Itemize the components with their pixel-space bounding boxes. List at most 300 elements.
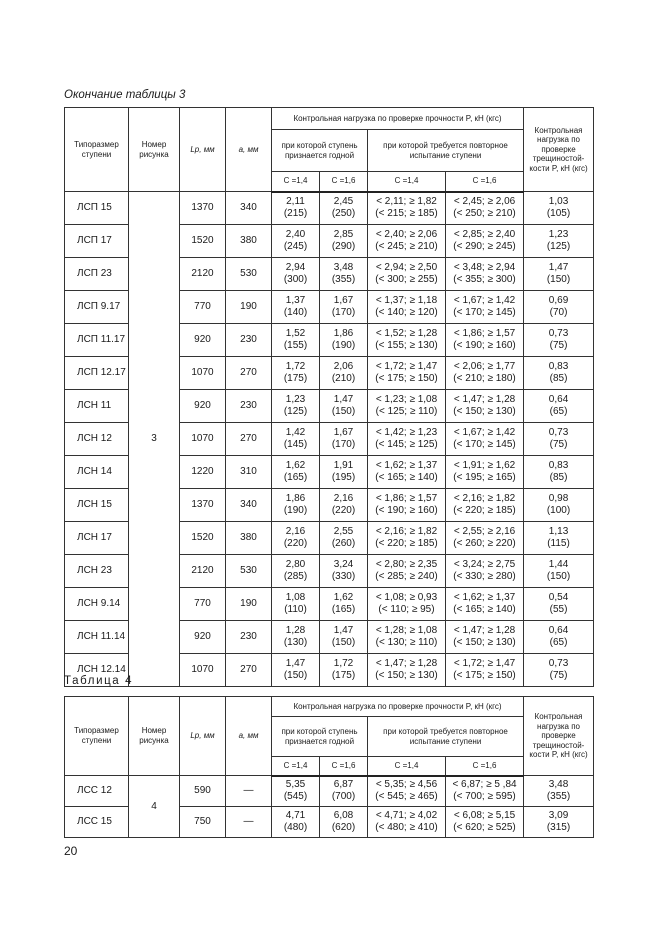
cell-retest-c14-kn: < 1,86; ≥ 1,57 [375, 493, 438, 504]
cell-type: ЛСП 9.17 [65, 291, 129, 324]
cell-retest-c16-kn: < 6,87; ≥ 5 ,84 [452, 779, 517, 791]
cell-a: 190 [226, 291, 272, 324]
cell-a: 310 [226, 456, 272, 489]
cell-passed-c14 [272, 258, 320, 291]
cell-passed-c16-kgf: (170) [331, 307, 356, 318]
cell-retest-c14-kgf: (< 480; ≥ 410) [375, 822, 438, 833]
cell-a: 230 [226, 390, 272, 423]
cell-retest-c16-kgf: (< 190; ≥ 160) [453, 340, 516, 351]
cell-passed-c16-kn: 1,67 [333, 295, 354, 306]
cell-retest-c14 [368, 555, 446, 588]
header-c14: C =1,4 [272, 172, 320, 192]
cell-passed-c16-kgf: (220) [331, 505, 356, 516]
cell-lp: 1520 [180, 225, 226, 258]
cell-passed-c14 [272, 324, 320, 357]
cell-passed-c14-kgf: (140) [283, 307, 308, 318]
cell-retest-c16-kn: < 2,55; ≥ 2,16 [453, 526, 516, 537]
cell-retest-c14 [368, 192, 446, 225]
cell-passed-c14 [272, 621, 320, 654]
cell-passed-c14-kn: 2,94 [285, 262, 306, 273]
t4-header-lp: Lp, мм [180, 697, 226, 776]
cell-retest-c16 [446, 489, 524, 522]
cell-retest-c16 [446, 555, 524, 588]
cell-passed-c16 [320, 588, 368, 621]
header-c16: C =1,6 [320, 172, 368, 192]
cell-crack-kgf: (70) [549, 307, 568, 318]
cell-retest-c16 [446, 621, 524, 654]
cell-passed-c16-kgf: (260) [331, 538, 356, 549]
cell-retest-c14 [368, 654, 446, 687]
cell-crack-kgf: (55) [549, 604, 568, 615]
cell-passed-c16-kgf: (330) [331, 571, 356, 582]
cell-retest-c14 [368, 489, 446, 522]
cell-passed-c14-kn: 1,42 [285, 427, 306, 438]
cell-retest-c14-kn: < 1,47; ≥ 1,28 [375, 658, 438, 669]
cell-crack-kgf: (65) [549, 406, 568, 417]
cell-passed-c16-kgf: (290) [331, 241, 356, 252]
cell-retest-c16 [446, 423, 524, 456]
cell-passed-c14-kgf: (285) [283, 571, 308, 582]
cell-passed-c14-kgf: (165) [283, 472, 308, 483]
cell-passed-c16-kgf: (620) [331, 822, 356, 833]
cell-crack-kn: 3,48 [548, 779, 569, 790]
cell-a: 530 [226, 258, 272, 291]
cell-passed-c16-kn: 2,06 [333, 361, 354, 372]
cell-retest-c14-kn: < 1,28; ≥ 1,08 [375, 625, 438, 636]
cell-passed-c16 [320, 621, 368, 654]
cell-passed-c14-kn: 1,52 [285, 328, 306, 339]
cell-lp: 1070 [180, 423, 226, 456]
cell-retest-c16-kgf: (< 170; ≥ 145) [453, 307, 516, 318]
cell-passed-c14-kgf: (215) [283, 208, 308, 220]
cell-type: ЛСН 11.14 [65, 621, 129, 654]
cell-retest-c16-kn: < 1,47; ≥ 1,28 [453, 394, 516, 405]
cell-retest-c14-kgf: (< 140; ≥ 120) [375, 307, 438, 318]
t4-header-passed: при которой ступень признается годной [272, 717, 368, 757]
cell-retest-c14-kgf: (< 145; ≥ 125) [375, 439, 438, 450]
cell-retest-c16 [446, 807, 524, 838]
cell-a: 270 [226, 423, 272, 456]
cell-passed-c14-kn: 2,16 [285, 526, 306, 537]
cell-crack [524, 654, 594, 687]
cell-crack-kgf: (150) [546, 571, 571, 582]
cell-figure: 4 [129, 776, 180, 838]
cell-type: ЛСС 15 [65, 807, 129, 838]
cell-a: 380 [226, 522, 272, 555]
cell-passed-c14-kgf: (175) [283, 373, 308, 384]
cell-retest-c14 [368, 357, 446, 390]
cell-crack [524, 291, 594, 324]
cell-passed-c14 [272, 225, 320, 258]
cell-crack-kgf: (105) [546, 208, 571, 219]
cell-passed-c16-kn: 2,45 [333, 196, 354, 208]
cell-passed-c16-kgf: (700) [331, 791, 356, 803]
cell-a: 530 [226, 555, 272, 588]
cell-retest-c14-kn: < 4,71; ≥ 4,02 [375, 810, 438, 821]
cell-passed-c14-kgf: (245) [283, 241, 308, 252]
cell-passed-c16-kn: 3,24 [333, 559, 354, 570]
cell-retest-c14-kgf: (< 175; ≥ 150) [375, 373, 438, 384]
cell-lp: 770 [180, 588, 226, 621]
cell-retest-c16-kgf: (< 170; ≥ 145) [453, 439, 516, 450]
t4-header-type: Типоразмер ступени [65, 697, 129, 776]
cell-crack [524, 776, 594, 807]
cell-passed-c14 [272, 654, 320, 687]
cell-lp: 590 [180, 776, 226, 807]
cell-crack-kgf: (125) [546, 241, 571, 252]
header-load-group: Контрольная нагрузка по проверке прочности P, кН (кгс) [272, 108, 524, 130]
cell-type: ЛСН 12 [65, 423, 129, 456]
cell-passed-c14-kgf: (130) [283, 637, 308, 648]
cell-retest-c14-kn: < 1,23; ≥ 1,08 [375, 394, 438, 405]
cell-type: ЛСН 9.14 [65, 588, 129, 621]
cell-passed-c16 [320, 654, 368, 687]
cell-crack-kgf: (150) [546, 274, 571, 285]
cell-crack [524, 225, 594, 258]
cell-retest-c14-kn: < 2,80; ≥ 2,35 [375, 559, 438, 570]
cell-passed-c14-kgf: (220) [283, 538, 308, 549]
cell-retest-c14-kn: < 1,72; ≥ 1,47 [375, 361, 438, 372]
cell-retest-c16-kgf: (< 175; ≥ 150) [453, 670, 516, 681]
cell-retest-c14 [368, 776, 446, 807]
cell-retest-c16-kn: < 2,06; ≥ 1,77 [453, 361, 516, 372]
cell-retest-c16 [446, 225, 524, 258]
cell-retest-c16 [446, 654, 524, 687]
cell-retest-c16-kn: < 1,62; ≥ 1,37 [453, 592, 516, 603]
cell-crack [524, 555, 594, 588]
cell-crack-kgf: (100) [546, 505, 571, 516]
cell-crack [524, 522, 594, 555]
cell-passed-c14 [272, 776, 320, 807]
cell-a: — [226, 807, 272, 838]
cell-retest-c16 [446, 357, 524, 390]
cell-passed-c16-kn: 1,86 [333, 328, 354, 339]
cell-type: ЛСП 12.17 [65, 357, 129, 390]
cell-crack [524, 423, 594, 456]
cell-retest-c14-kgf: (< 165; ≥ 140) [375, 472, 438, 483]
cell-type: ЛСН 15 [65, 489, 129, 522]
cell-passed-c14-kn: 1,08 [285, 592, 306, 603]
cell-retest-c16-kn: < 2,16; ≥ 1,82 [453, 493, 516, 504]
cell-retest-c16-kn: < 1,86; ≥ 1,57 [453, 328, 516, 339]
cell-retest-c14-kgf: (< 245; ≥ 210) [375, 241, 438, 252]
cell-retest-c16-kgf: (< 355; ≥ 300) [453, 274, 516, 285]
cell-passed-c14-kgf: (150) [283, 670, 308, 681]
cell-passed-c16-kgf: (210) [331, 373, 356, 384]
cell-retest-c14-kgf: (< 150; ≥ 130) [375, 670, 438, 681]
header-retest: при которой требуется повторное испытание ступени [368, 130, 524, 172]
cell-passed-c14-kgf: (110) [284, 604, 307, 615]
table-row [65, 192, 594, 225]
cell-crack [524, 192, 594, 225]
cell-passed-c16 [320, 456, 368, 489]
cell-passed-c14 [272, 588, 320, 621]
cell-passed-c16 [320, 807, 368, 838]
cell-passed-c14-kn: 1,23 [285, 394, 306, 405]
cell-retest-c16-kn: < 1,91; ≥ 1,62 [453, 460, 516, 471]
cell-retest-c14-kgf: (< 300; ≥ 255) [375, 274, 438, 285]
cell-type: ЛСН 17 [65, 522, 129, 555]
cell-retest-c16 [446, 776, 524, 807]
cell-retest-c14-kgf: (< 545; ≥ 465) [375, 791, 438, 803]
cell-crack [524, 807, 594, 838]
cell-crack [524, 456, 594, 489]
cell-passed-c16 [320, 776, 368, 807]
cell-retest-c14-kn: < 1,42; ≥ 1,23 [375, 427, 438, 438]
cell-retest-c16-kgf: (< 150; ≥ 130) [453, 637, 516, 648]
cell-retest-c16-kn: < 1,67; ≥ 1,42 [453, 295, 516, 306]
cell-passed-c14-kgf: (125) [283, 406, 308, 417]
cell-passed-c14-kn: 2,11 [286, 196, 305, 208]
cell-crack-kgf: (85) [549, 472, 568, 483]
cell-retest-c16-kgf: (< 620; ≥ 525) [453, 822, 516, 833]
cell-passed-c14-kn: 1,86 [285, 493, 306, 504]
cell-passed-c16-kn: 6,08 [333, 810, 354, 821]
cell-passed-c14-kn: 1,62 [285, 460, 306, 471]
cell-a: 230 [226, 621, 272, 654]
cell-retest-c14-kgf: (< 190; ≥ 160) [375, 505, 438, 516]
cell-retest-c16-kn: < 1,72; ≥ 1,47 [453, 658, 516, 669]
cell-crack-kgf: (355) [546, 791, 571, 802]
cell-retest-c14-kgf: (< 130; ≥ 110) [375, 637, 438, 648]
cell-crack-kn: 0,83 [548, 460, 569, 471]
cell-passed-c16 [320, 555, 368, 588]
cell-retest-c16 [446, 522, 524, 555]
cell-passed-c16-kgf: (195) [331, 472, 356, 483]
cell-passed-c16 [320, 423, 368, 456]
header-crack: Контрольная нагрузка по проверке трещиностой-кости P, кН (кгс) [524, 108, 594, 192]
cell-a: 270 [226, 357, 272, 390]
cell-passed-c16-kgf: (175) [331, 670, 356, 681]
cell-a: 230 [226, 324, 272, 357]
cell-passed-c16-kn: 1,62 [333, 592, 354, 603]
cell-passed-c16-kgf: (170) [331, 439, 356, 450]
cell-retest-c14 [368, 423, 446, 456]
cell-passed-c16 [320, 258, 368, 291]
cell-passed-c16 [320, 357, 368, 390]
cell-passed-c14-kn: 2,80 [285, 559, 306, 570]
cell-passed-c16 [320, 324, 368, 357]
cell-crack-kn: 0,69 [548, 295, 569, 306]
cell-a: — [226, 776, 272, 807]
cell-retest-c16-kn: < 3,24; ≥ 2,75 [453, 559, 516, 570]
cell-retest-c16 [446, 324, 524, 357]
cell-retest-c16-kn: < 2,85; ≥ 2,40 [453, 229, 516, 240]
cell-retest-c14 [368, 588, 446, 621]
table4-caption: Таблица 4 [64, 675, 134, 687]
cell-lp: 2120 [180, 555, 226, 588]
cell-lp: 920 [180, 324, 226, 357]
t4-header-figure: Номер рисунка [129, 697, 180, 776]
cell-passed-c16-kn: 1,72 [333, 658, 354, 669]
cell-passed-c14-kgf: (190) [283, 505, 308, 516]
cell-passed-c16 [320, 522, 368, 555]
cell-retest-c16-kn: < 3,48; ≥ 2,94 [453, 262, 516, 273]
cell-retest-c16 [446, 588, 524, 621]
cell-type: ЛСН 23 [65, 555, 129, 588]
cell-crack-kn: 0,73 [548, 427, 569, 438]
t4-header-load-group: Контрольная нагрузка по проверке прочности P, кН (кгс) [272, 697, 524, 717]
cell-passed-c16-kgf: (150) [331, 637, 356, 648]
t4-header-a: a, мм [226, 697, 272, 776]
cell-passed-c16-kgf: (190) [331, 340, 356, 351]
t4-header-c14-retest: C =1,4 [368, 757, 446, 776]
cell-crack-kn: 1,44 [548, 559, 569, 570]
cell-retest-c16-kgf: (< 700; ≥ 595) [453, 791, 516, 803]
cell-retest-c14 [368, 522, 446, 555]
cell-retest-c14-kn: < 2,16; ≥ 1,82 [375, 526, 438, 537]
cell-passed-c16-kn: 2,55 [333, 526, 354, 537]
cell-crack-kgf: (75) [549, 439, 568, 450]
cell-lp: 1070 [180, 654, 226, 687]
cell-lp: 1520 [180, 522, 226, 555]
cell-crack-kn: 3,09 [548, 810, 569, 821]
t4-header-c14: C =1,4 [272, 757, 320, 776]
cell-passed-c14 [272, 291, 320, 324]
cell-retest-c14-kgf: (< 110; ≥ 95) [378, 604, 435, 615]
cell-passed-c16-kn: 2,16 [333, 493, 354, 504]
cell-passed-c16-kn: 1,47 [333, 625, 354, 636]
cell-passed-c14-kn: 1,37 [285, 295, 306, 306]
cell-retest-c16-kgf: (< 195; ≥ 165) [453, 472, 516, 483]
cell-crack-kgf: (85) [549, 373, 568, 384]
cell-retest-c14 [368, 324, 446, 357]
cell-passed-c14-kn: 4,71 [285, 810, 306, 821]
cell-passed-c14 [272, 456, 320, 489]
cell-retest-c14 [368, 621, 446, 654]
cell-figure: 3 [129, 192, 180, 687]
cell-passed-c14 [272, 390, 320, 423]
cell-crack [524, 489, 594, 522]
cell-type: ЛСП 11.17 [65, 324, 129, 357]
cell-crack-kgf: (315) [546, 822, 571, 833]
cell-a: 190 [226, 588, 272, 621]
cell-crack [524, 588, 594, 621]
cell-lp: 750 [180, 807, 226, 838]
cell-retest-c14-kgf: (< 220; ≥ 185) [375, 538, 438, 549]
cell-passed-c14-kgf: (145) [283, 439, 308, 450]
cell-retest-c16-kgf: (< 250; ≥ 210) [453, 208, 516, 220]
header-c16-retest: C =1,6 [446, 172, 524, 192]
cell-crack-kn: 0,98 [548, 493, 569, 504]
table3-caption: Окончание таблицы 3 [64, 89, 186, 101]
cell-retest-c14-kgf: (< 155; ≥ 130) [375, 340, 438, 351]
cell-retest-c14-kn: < 2,94; ≥ 2,50 [375, 262, 438, 273]
t4-header-c16-retest: C =1,6 [446, 757, 524, 776]
cell-retest-c14-kn: < 1,08; ≥ 0,93 [375, 592, 438, 603]
t4-header-c16: C =1,6 [320, 757, 368, 776]
cell-type: ЛСН 14 [65, 456, 129, 489]
cell-passed-c14 [272, 807, 320, 838]
cell-retest-c16-kn: < 1,47; ≥ 1,28 [453, 625, 516, 636]
cell-retest-c14 [368, 390, 446, 423]
cell-passed-c14-kn: 1,28 [285, 625, 306, 636]
t4-header-retest: при которой требуется повторное испытание ступени [368, 717, 524, 757]
cell-lp: 1370 [180, 489, 226, 522]
cell-retest-c14-kgf: (< 285; ≥ 240) [375, 571, 438, 582]
cell-retest-c16-kgf: (< 330; ≥ 280) [453, 571, 516, 582]
cell-passed-c14-kgf: (545) [283, 791, 308, 803]
cell-passed-c14-kgf: (480) [283, 822, 308, 833]
cell-passed-c14 [272, 489, 320, 522]
header-figure: Номер рисунка [129, 108, 180, 192]
cell-crack-kn: 1,13 [548, 526, 569, 537]
cell-retest-c16 [446, 258, 524, 291]
cell-lp: 1370 [180, 192, 226, 225]
cell-lp: 1220 [180, 456, 226, 489]
header-a: a, мм [226, 108, 272, 192]
cell-passed-c16-kn: 1,47 [333, 394, 354, 405]
cell-passed-c16 [320, 489, 368, 522]
cell-retest-c14 [368, 456, 446, 489]
cell-type: ЛСП 17 [65, 225, 129, 258]
cell-retest-c16-kn: < 2,45; ≥ 2,06 [453, 196, 516, 208]
cell-lp: 920 [180, 390, 226, 423]
cell-passed-c14-kn: 1,47 [285, 658, 306, 669]
cell-crack-kgf: (115) [547, 538, 570, 549]
t4-header-crack: Контрольная нагрузка по проверке трещиностой-кости P, кН (кгс) [524, 697, 594, 776]
header-passed: при которой ступень признается годной [272, 130, 368, 172]
cell-type: ЛСН 11 [65, 390, 129, 423]
cell-crack-kn: 1,23 [548, 229, 569, 240]
cell-crack [524, 258, 594, 291]
cell-retest-c16-kgf: (< 260; ≥ 220) [453, 538, 516, 549]
header-c14-retest: C =1,4 [368, 172, 446, 192]
cell-crack-kgf: (75) [549, 670, 568, 681]
cell-retest-c14-kn: < 5,35; ≥ 4,56 [375, 779, 438, 791]
cell-a: 380 [226, 225, 272, 258]
cell-passed-c16 [320, 225, 368, 258]
cell-lp: 770 [180, 291, 226, 324]
cell-retest-c16 [446, 291, 524, 324]
cell-crack-kn: 1,03 [548, 196, 569, 207]
cell-passed-c16-kn: 3,48 [333, 262, 354, 273]
cell-crack-kn: 1,47 [548, 262, 569, 273]
cell-passed-c14 [272, 192, 320, 225]
cell-retest-c16-kgf: (< 150; ≥ 130) [453, 406, 516, 417]
cell-retest-c16-kgf: (< 290; ≥ 245) [453, 241, 516, 252]
cell-passed-c16 [320, 291, 368, 324]
cell-retest-c14-kn: < 2,40; ≥ 2,06 [375, 229, 438, 240]
cell-passed-c16-kn: 1,91 [333, 460, 354, 471]
cell-passed-c16-kn: 6,87 [333, 779, 354, 791]
cell-passed-c14 [272, 423, 320, 456]
cell-crack-kn: 0,64 [548, 625, 569, 636]
cell-retest-c16-kn: < 1,67; ≥ 1,42 [453, 427, 516, 438]
cell-type: ЛСП 23 [65, 258, 129, 291]
cell-passed-c16-kgf: (250) [331, 208, 356, 220]
cell-crack [524, 357, 594, 390]
cell-type: ЛСС 12 [65, 776, 129, 807]
cell-crack-kn: 0,64 [548, 394, 569, 405]
cell-a: 340 [226, 489, 272, 522]
cell-lp: 2120 [180, 258, 226, 291]
cell-crack [524, 390, 594, 423]
table-3 [64, 107, 594, 687]
cell-retest-c16-kgf: (< 165; ≥ 140) [453, 604, 516, 615]
cell-crack-kgf: (75) [549, 340, 568, 351]
cell-a: 270 [226, 654, 272, 687]
cell-crack-kgf: (65) [549, 637, 568, 648]
cell-retest-c14-kn: < 1,62; ≥ 1,37 [375, 460, 438, 471]
cell-passed-c16-kn: 2,85 [333, 229, 354, 240]
cell-passed-c16-kgf: (355) [331, 274, 356, 285]
cell-retest-c14 [368, 291, 446, 324]
cell-retest-c16 [446, 390, 524, 423]
cell-passed-c14 [272, 555, 320, 588]
cell-retest-c16-kn: < 6,08; ≥ 5,15 [453, 810, 516, 821]
cell-crack [524, 324, 594, 357]
